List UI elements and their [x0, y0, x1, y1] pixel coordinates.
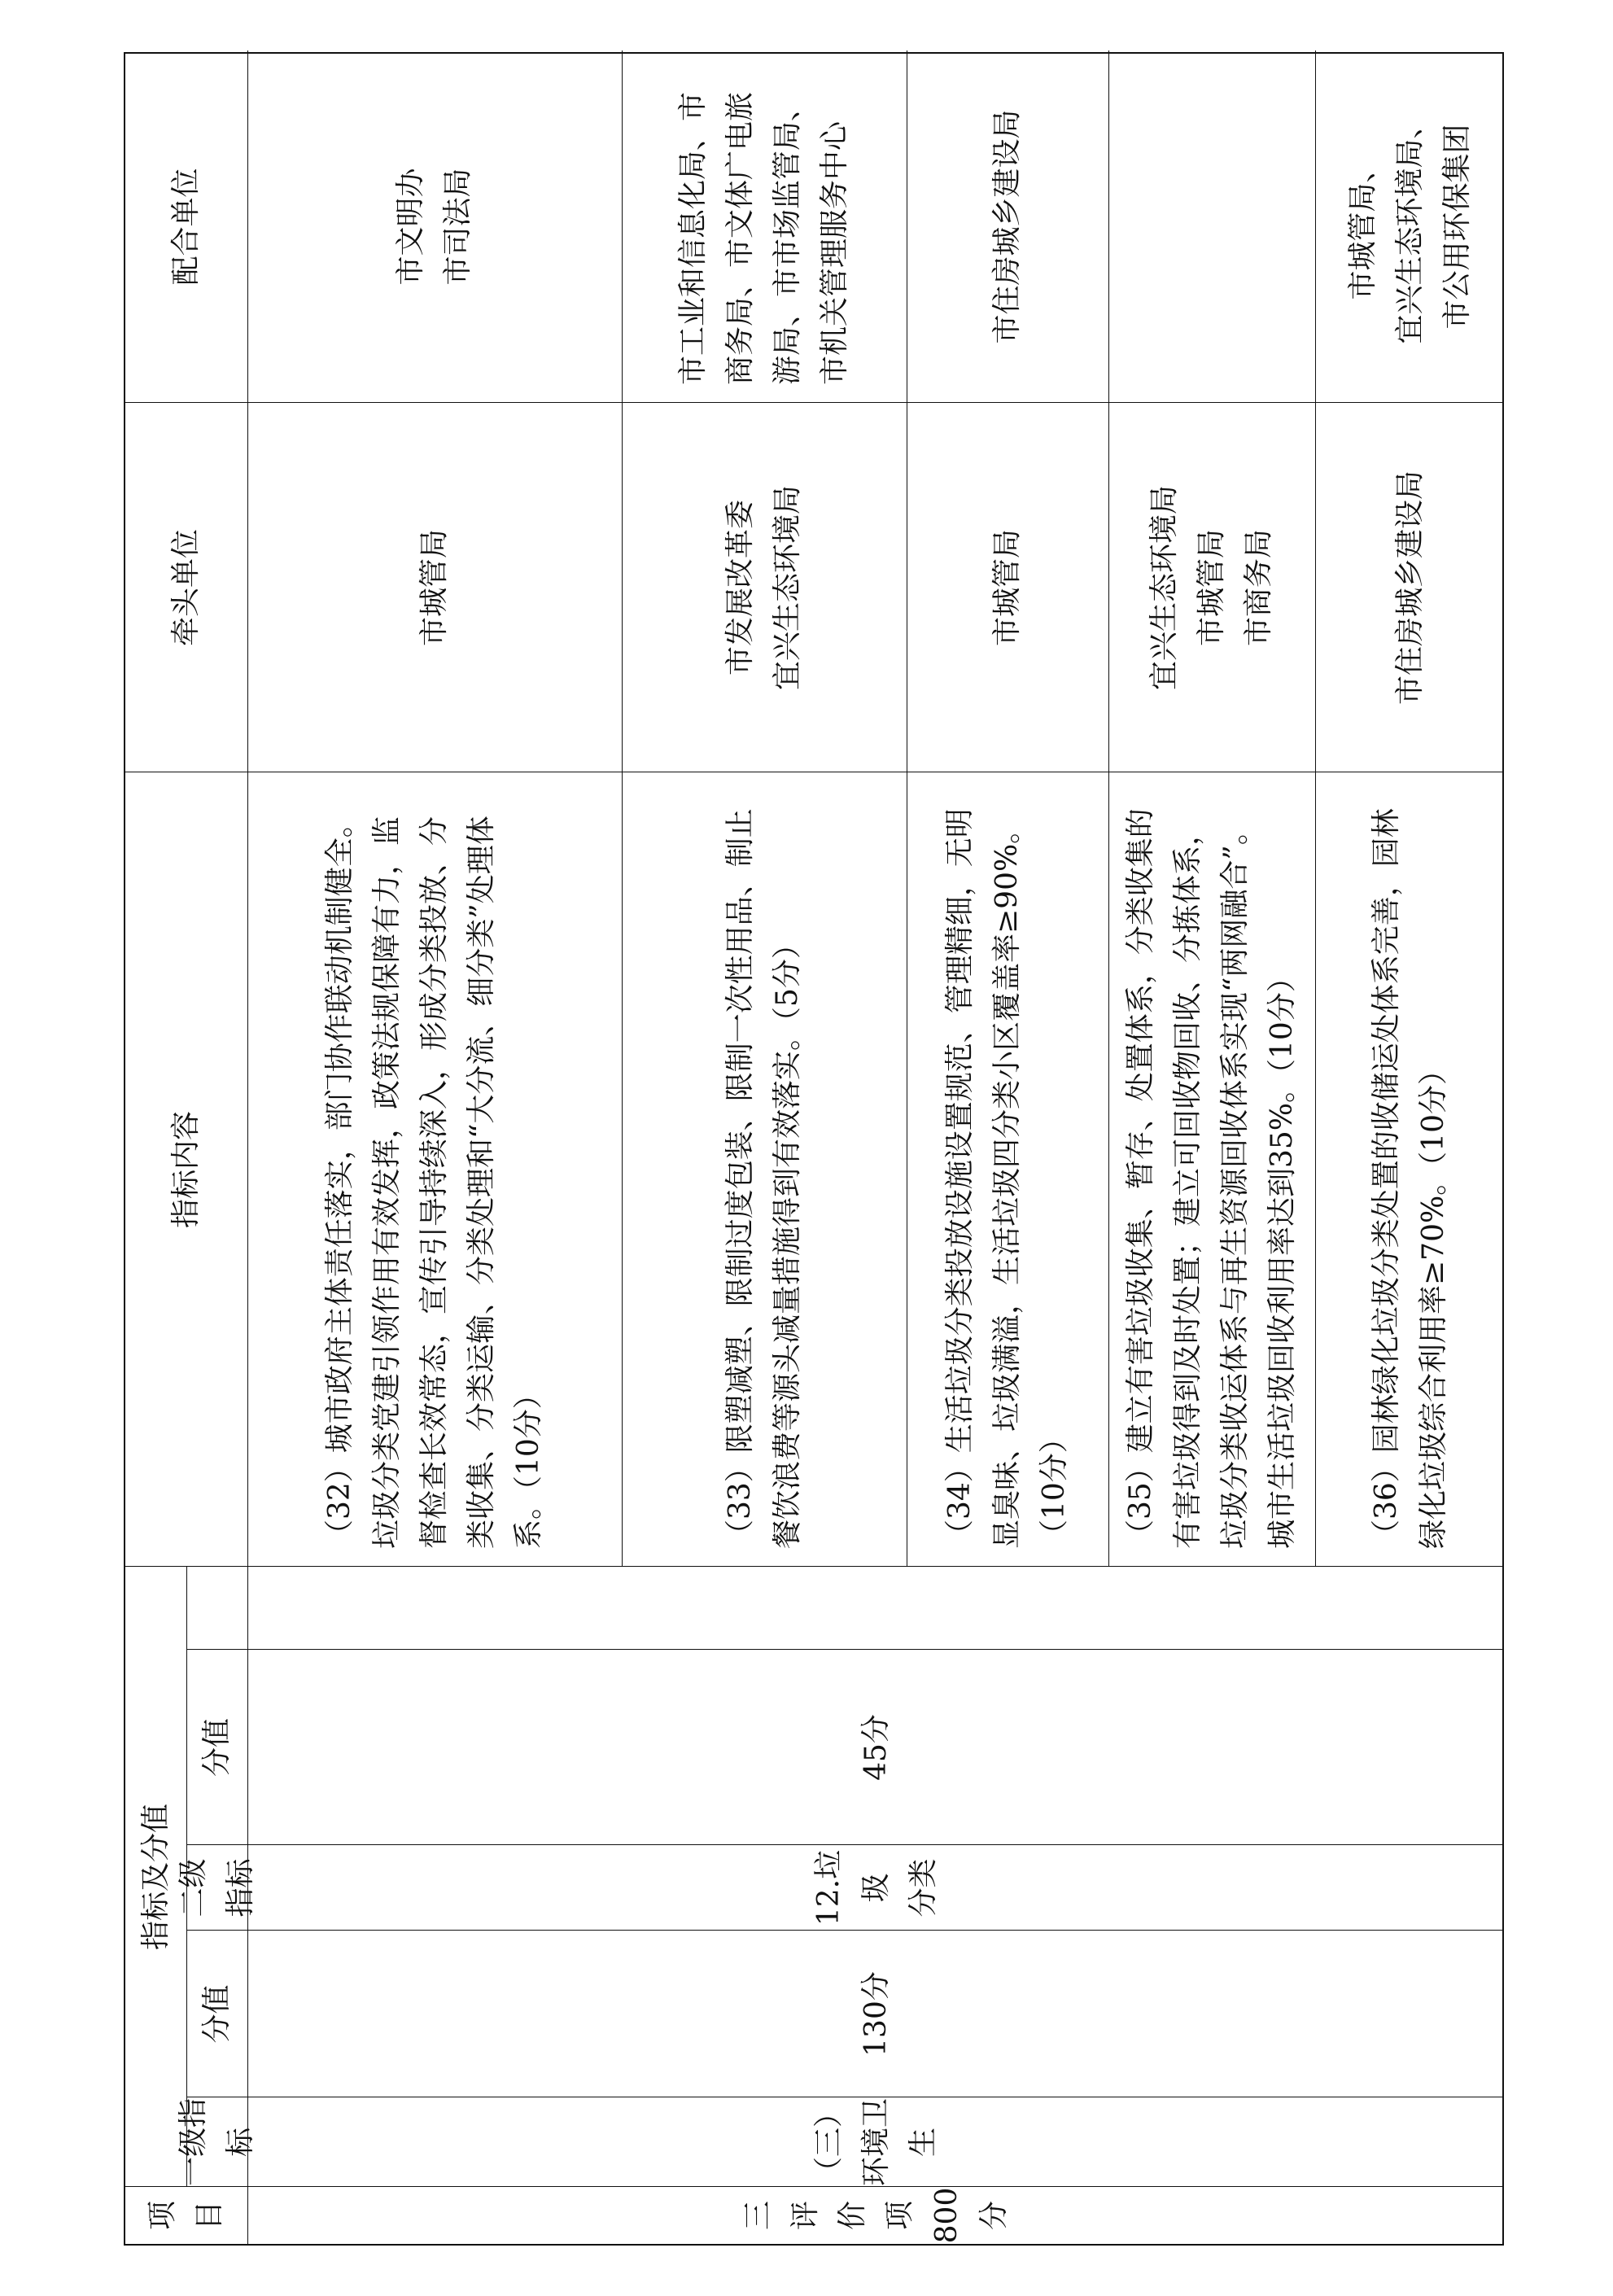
coop-row-33: 市工业和信息化局、市商务局、市文体广电旅游局、市市场监管局、市机关管理服务中心 [676, 91, 851, 385]
indicator-table [124, 52, 1504, 2246]
level2-score: 45分 [859, 1714, 893, 1781]
content-row-34: （34）生活垃圾分类投放设施设置规范、管理精细，无明显臭味、垃圾满溢，生活垃圾四分类小区覆盖率≥90%。（10分） [943, 808, 1071, 1549]
level1-cell: （三） 环境卫生 [812, 2098, 940, 2187]
header-level1: 一级指标 [176, 2098, 257, 2187]
content-row-35: （35）建立有害垃圾收集、暂存、处置体系，分类收集的有害垃圾得到及时处置；建立可回收物回收、分拣体系，垃圾分类收运体系与再生资源回收体系实现“两网融合”。城市生活垃圾回收利用率达到35%。（10分） [1124, 808, 1299, 1549]
level1-score: 130分 [859, 1971, 893, 2057]
coop-row-32: 市文明办 市司法局 [394, 168, 474, 286]
level2-cell: 12.垃圾 分类 [812, 1849, 940, 1926]
lead-row-33: 市发展改革委 宜兴生态环境局 [723, 485, 804, 691]
content-row-32: （32）城市政府主体责任落实，部门协作联动机制健全。垃圾分类党建引领作用有效发挥，政策法规保障有力，监督检查长效常态，宣传引导持续深入，形成分类投放、分类收集、分类运输、分类处理和“大分流、细分类”处理体系。（10分） [323, 808, 545, 1549]
header-lead: 牵头单位 [169, 529, 203, 647]
coop-row-34: 市住房城乡建设局 [990, 109, 1024, 344]
lead-row-32: 市城管局 [417, 529, 451, 647]
lead-row-34: 市城管局 [990, 529, 1024, 647]
header-level2: 二级指标 [176, 1858, 257, 1918]
header-project: 项目 [146, 2201, 226, 2231]
project-cell: 三 评 价 项 800分 [741, 2187, 1011, 2244]
lead-row-35: 宜兴生态环境局 市城管局 市商务局 [1147, 485, 1275, 691]
coop-row-35 [1108, 50, 1315, 403]
content-row-36: （36）园林绿化垃圾分类处置的收储运处体系完善，园林绿化垃圾综合利用率≥70%。（10分） [1370, 808, 1450, 1549]
header-indicators-scores: 指标及分值 [138, 1804, 173, 1951]
lead-row-36: 市住房城乡建设局 [1393, 470, 1427, 706]
header-content: 指标内容 [169, 1111, 203, 1229]
header-score2: 分值 [199, 1718, 234, 1778]
header-score: 分值 [199, 1984, 234, 2044]
header-coop: 配合单位 [169, 168, 203, 286]
coop-row-36: 市城管局、 宜兴生态环境局、 市公用环保集团 [1346, 109, 1474, 344]
content-row-33: （33）限塑减塑、限制过度包装、限制一次性用品、制止餐饮浪费等源头减量措施得到有效落实。（5分） [723, 808, 804, 1549]
